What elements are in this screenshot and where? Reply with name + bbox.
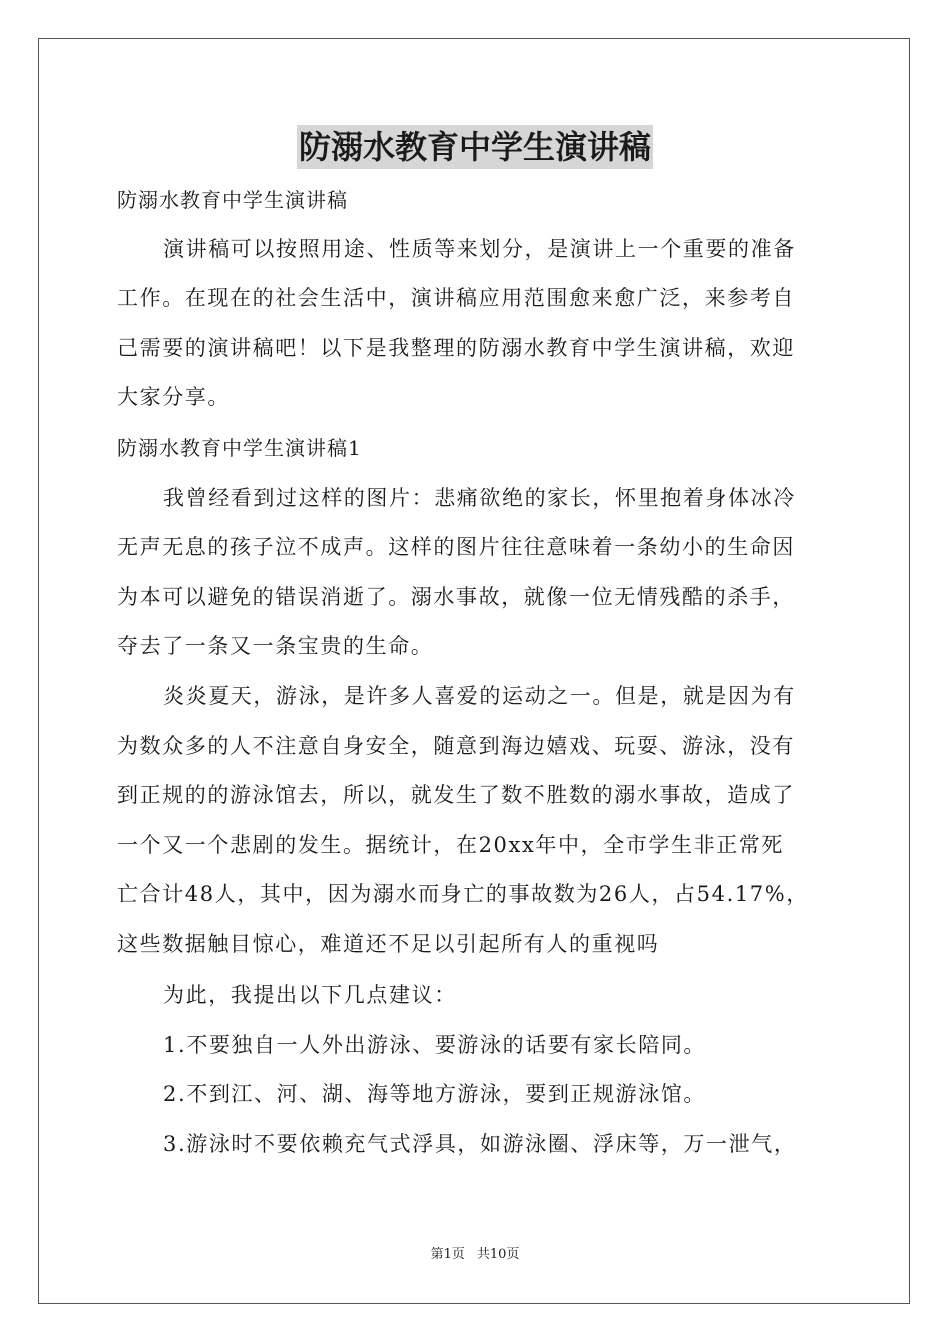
document-subtitle: 防溺水教育中学生演讲稿 [117, 188, 348, 212]
paragraph-line: 一个又一个悲剧的发生。据统计，在20xx年中，全市学生非正常死 [117, 833, 785, 857]
paragraph-line: 亡合计48人，其中，因为溺水而身亡的事故数为26人，占54.17%， [117, 882, 809, 906]
title-container [0, 125, 950, 169]
paragraph-line: 为数众多的人不注意自身安全，随意到海边嬉戏、玩耍、游泳，没有 [117, 734, 795, 758]
paragraph-line: 这些数据触目惊心，难道还不足以引起所有人的重视吗 [117, 932, 660, 956]
list-item: 2.不到江、河、湖、海等地方游泳，要到正规游泳馆。 [163, 1082, 707, 1106]
list-item: 1.不要独自一人外出游泳、要游泳的话要有家长陪同。 [163, 1033, 707, 1057]
section-heading: 防溺水教育中学生演讲稿1 [117, 436, 362, 460]
paragraph-line: 己需要的演讲稿吧！以下是我整理的防溺水教育中学生演讲稿，欢迎 [117, 336, 795, 360]
paragraph-line: 无声无息的孩子泣不成声。这样的图片往往意味着一条幼小的生命因 [117, 535, 795, 559]
paragraph-line: 炎炎夏天，游泳，是许多人喜爱的运动之一。但是，就是因为有 [163, 684, 796, 708]
list-item: 3.游泳时不要依赖充气式浮具，如游泳圈、浮床等，万一泄气， [163, 1132, 797, 1156]
document-title: 防溺水教育中学生演讲稿 [297, 125, 653, 169]
paragraph-line: 夺去了一条又一条宝贵的生命。 [117, 634, 434, 658]
paragraph-line: 为此，我提出以下几点建议： [163, 983, 457, 1007]
paragraph-line: 为本可以避免的错误消逝了。溺水事故，就像一位无情残酷的杀手， [117, 585, 795, 609]
paragraph-line: 演讲稿可以按照用途、性质等来划分，是演讲上一个重要的准备 [163, 237, 796, 261]
page-number: 第1页 [430, 1247, 465, 1262]
page-frame [38, 38, 910, 1304]
paragraph-line: 工作。在现在的社会生活中，演讲稿应用范围愈来愈广泛，来参考自 [117, 286, 795, 310]
page-footer [0, 1246, 950, 1264]
paragraph-line: 到正规的的游泳馆去，所以，就发生了数不胜数的溺水事故，造成了 [117, 783, 795, 807]
page-total: 共10页 [476, 1247, 520, 1262]
paragraph-line: 大家分享。 [117, 385, 230, 409]
paragraph-line: 我曾经看到过这样的图片：悲痛欲绝的家长，怀里抱着身体冰冷 [163, 486, 796, 510]
